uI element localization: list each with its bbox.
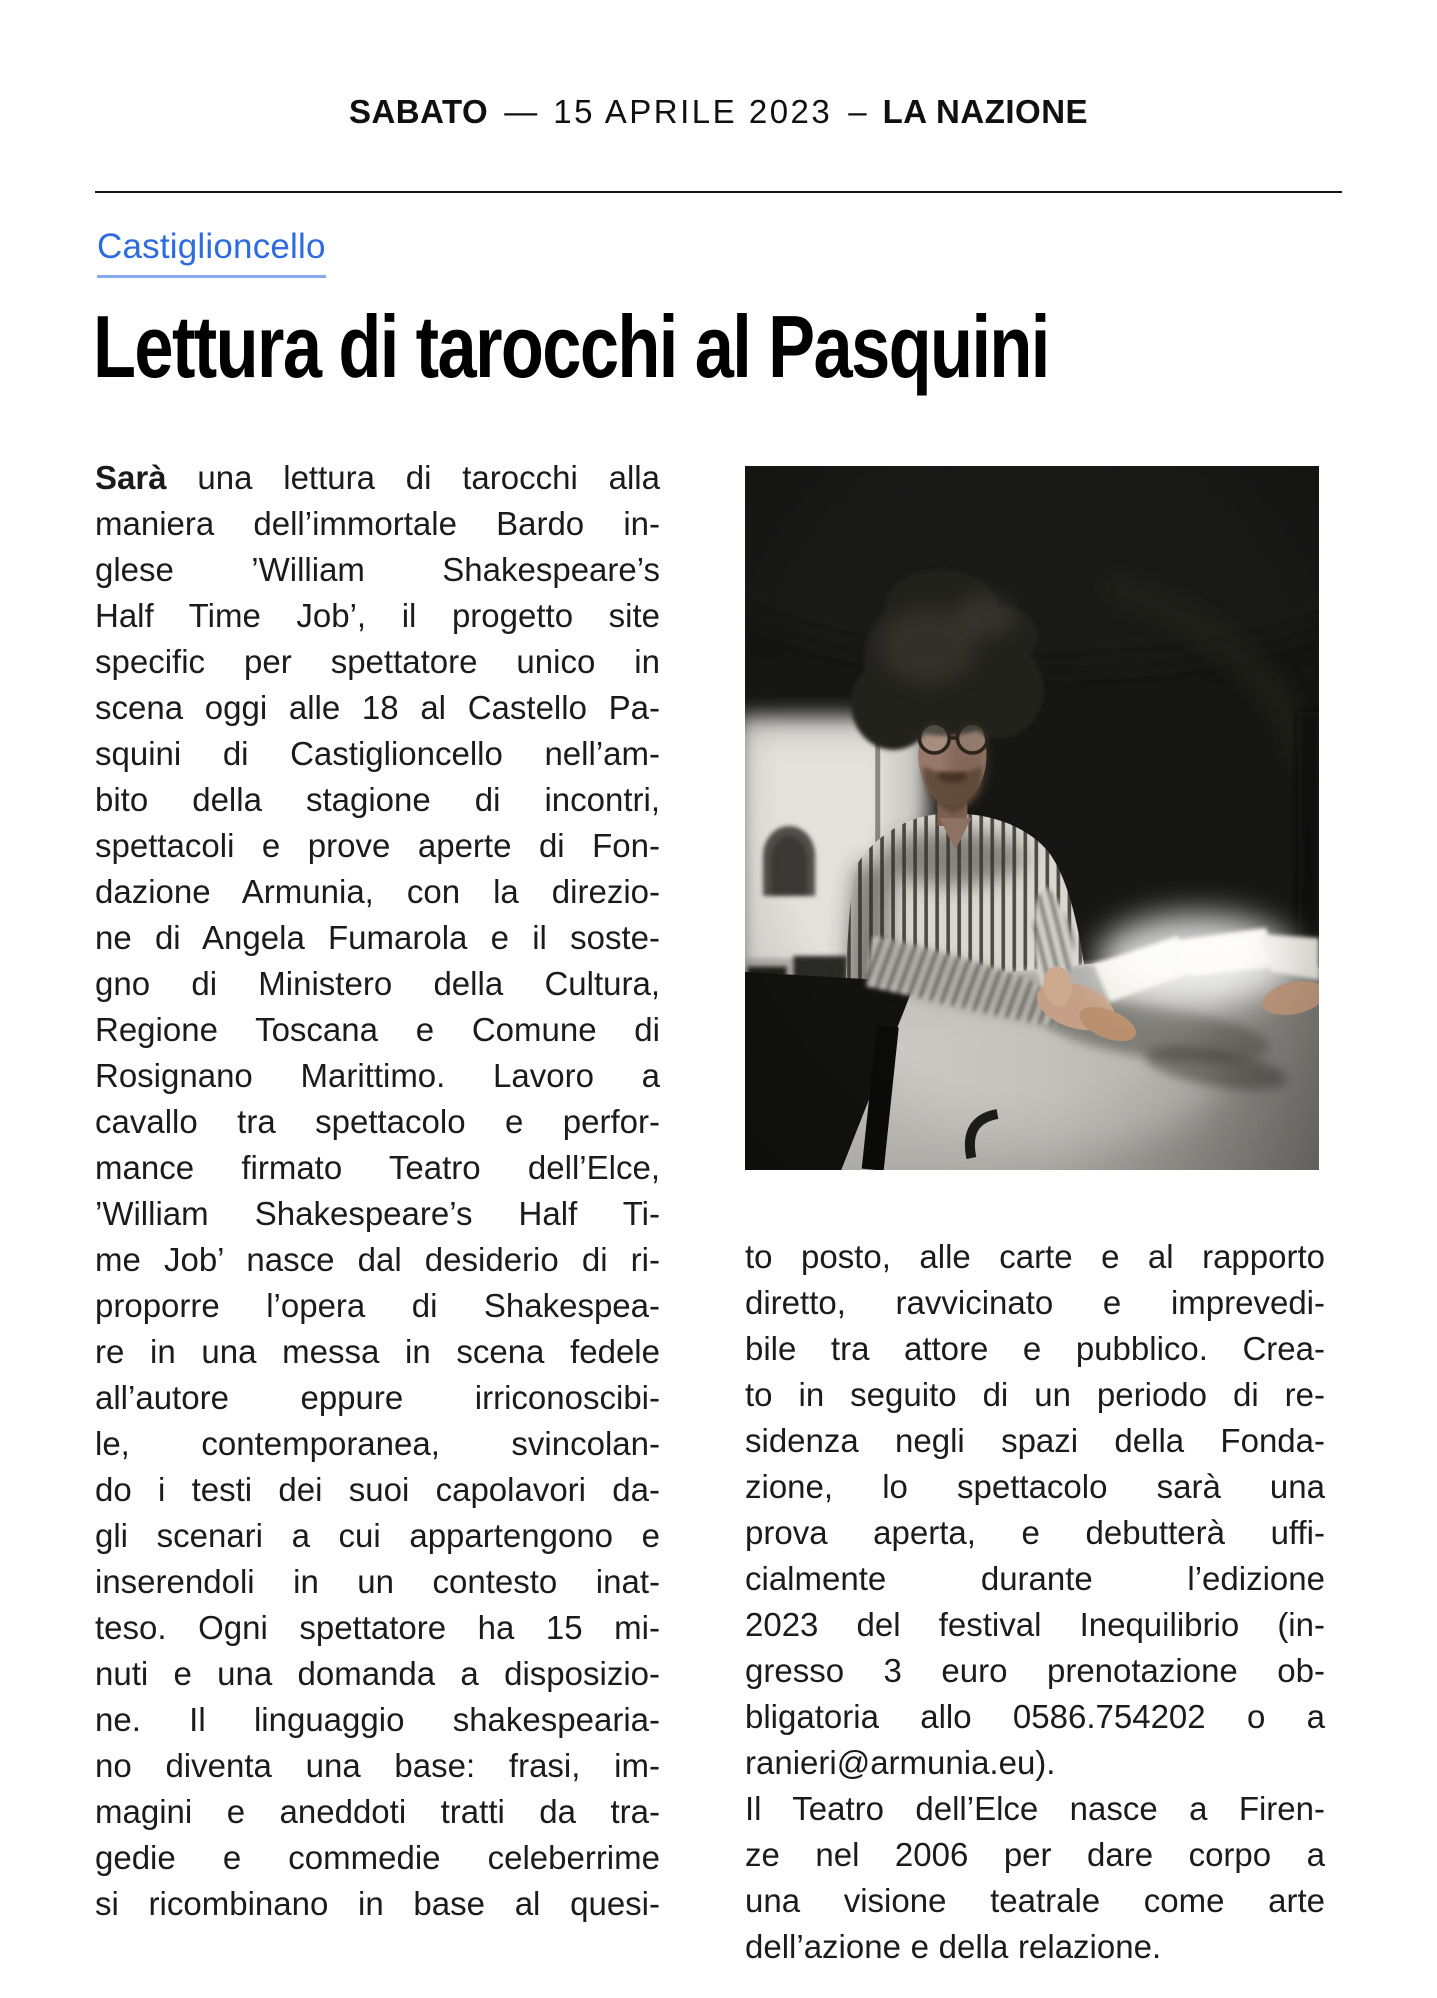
masthead-brand: LA NAZIONE [882,93,1089,130]
article-text-line: 2023 del festival Inequilibrio (in- [745,1606,1325,1643]
article-text-line: gedie e commedie celeberrime [95,1839,660,1876]
article-text-line: nuti e una domanda a disposizio- [95,1655,660,1692]
article-text-line: proporre l’opera di Shakespea- [95,1287,660,1324]
article-text-line: maniera dell’immortale Bardo in- [95,505,660,542]
article-text-line: Rosignano Marittimo. Lavoro a [95,1057,660,1094]
article-text-line: gresso 3 euro prenotazione ob- [745,1652,1325,1689]
article-text-line: dell’azione e della relazione. [745,1928,1162,1965]
article-text-line: to in seguito di un periodo di re- [745,1376,1325,1413]
article-text-line: scena oggi alle 18 al Castello Pa- [95,689,660,726]
article-column-right [745,466,1325,1970]
article-text-line: Sarà una lettura di tarocchi alla [95,459,660,496]
masthead-date: 15 APRILE 2023 [553,93,833,130]
article-headline: Lettura di tarocchi al Pasquini [93,297,1049,396]
article-photo [745,466,1319,1170]
article-text-line: spettacoli e prove aperte di Fon- [95,827,660,864]
article-text-line: Regione Toscana e Comune di [95,1011,660,1048]
article-text-line: ne di Angela Fumarola e il soste- [95,919,660,956]
article-text-line: Half Time Job’, il progetto site [95,597,660,634]
article-text-line: prova aperta, e debutterà uffi- [745,1514,1325,1551]
article-text-line: sidenza negli spazi della Fonda- [745,1422,1325,1459]
article-text-line: all’autore eppure irriconoscibi- [95,1379,660,1416]
article-text-line: inserendoli in un contesto inat- [95,1563,660,1600]
masthead [95,93,1342,131]
article-text-line: re in una messa in scena fedele [95,1333,660,1370]
article-text-line: squini di Castiglioncello nell’am- [95,735,660,772]
article-text-line: zione, lo spettacolo sarà una [745,1468,1325,1505]
article-column-right-text [745,1234,1325,1970]
article-column-left [95,455,660,1927]
article-text-line: ze nel 2006 per dare corpo a [745,1836,1325,1873]
article-text-line: mance firmato Teatro dell’Elce, [95,1149,660,1186]
header-divider [95,191,1342,193]
article-text-line: diretto, ravvicinato e imprevedi- [745,1284,1325,1321]
article-photo-illustration [745,466,1319,1170]
article-text-line: no diventa una base: frasi, im- [95,1747,660,1784]
article-text-line: gno di Ministero della Cultura, [95,965,660,1002]
article-text-line: glese ’William Shakespeare’s [95,551,660,588]
article-text-line: ’William Shakespeare’s Half Ti- [95,1195,660,1232]
article-text-line: me Job’ nasce dal desiderio di ri- [95,1241,660,1278]
article-text-line: dazione Armunia, con la direzio- [95,873,660,910]
masthead-separator-2: – [848,93,867,130]
article-text-line: le, contemporanea, svincolan- [95,1425,660,1462]
section-link[interactable]: Castiglioncello [97,226,326,278]
article-text-line: Il Teatro dell’Elce nasce a Firen- [745,1790,1325,1827]
article-text-line: una visione teatrale come arte [745,1882,1325,1919]
article-text-line: si ricombinano in base al quesi- [95,1885,660,1922]
article-text-line: gli scenari a cui appartengono e [95,1517,660,1554]
article-text-line: bito della stagione di incontri, [95,781,660,818]
article-text-line: specific per spettatore unico in [95,643,660,680]
article-text-line: bile tra attore e pubblico. Crea- [745,1330,1325,1367]
article-text-line: cavallo tra spettacolo e perfor- [95,1103,660,1140]
masthead-separator: — [504,93,538,130]
article-text-line: teso. Ogni spettatore ha 15 mi- [95,1609,660,1646]
article-text-line: bligatoria allo 0586.754202 o a [745,1698,1325,1735]
masthead-day: SABATO [348,93,489,130]
article-text-line: ranieri@armunia.eu). [745,1744,1056,1781]
article-text-line: do i testi dei suoi capolavori da- [95,1471,660,1508]
article-text-line: to posto, alle carte e al rapporto [745,1238,1325,1275]
article-text-line: cialmente durante l’edizione [745,1560,1325,1597]
article-text-line: magini e aneddoti tratti da tra- [95,1793,660,1830]
article-text-line: ne. Il linguaggio shakespearia- [95,1701,660,1738]
